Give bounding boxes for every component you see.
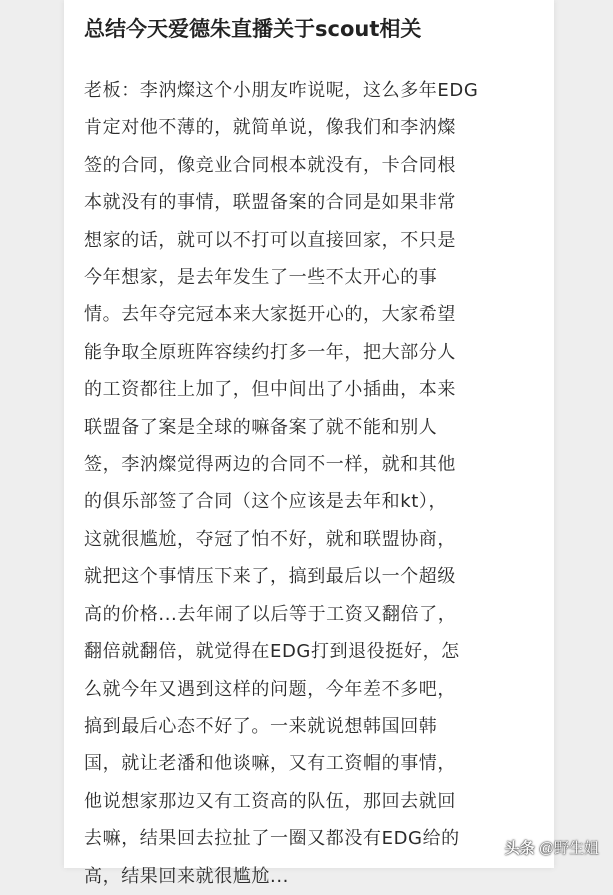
- watermark-platform: 头条: [504, 840, 535, 857]
- body-line: 的俱乐部签了合同（这个应该是去年和kt），: [84, 491, 448, 513]
- body-line: 他说想家那边又有工资高的队伍，那回去就回: [84, 790, 456, 812]
- body-line: 签，李汭燦觉得两边的合同不一样，就和其他: [84, 454, 456, 476]
- body-line: 高，结果回来就很尴尬...: [84, 865, 289, 887]
- body-line: 么就今年又遇到这样的问题，今年差不多吧，: [84, 678, 456, 700]
- body-line: 情。去年夺完冠本来大家挺开心的，大家希望: [84, 304, 456, 326]
- body-line: 今年想家，是去年发生了一些不太开心的事: [84, 267, 438, 289]
- body-line: 老板：李汭燦这个小朋友咋说呢，这么多年EDG: [84, 80, 479, 101]
- body-line: 本就没有的事情，联盟备案的合同是如果非常: [84, 192, 456, 214]
- source-watermark: [505, 837, 599, 858]
- watermark-handle: @野生姐: [538, 840, 599, 857]
- body-line: 签的合同，像竞业合同根本就没有，卡合同根: [84, 154, 456, 176]
- body-line: 能争取全原班阵容续约打多一年，把大部分人: [84, 341, 456, 363]
- body-line: 的工资都往上加了，但中间出了小插曲，本来: [84, 379, 456, 401]
- body-line: 翻倍就翻倍，就觉得在EDG打到退役挺好，怎: [84, 641, 460, 663]
- body-line: 去嘛，结果回去拉扯了一圈又都没有EDG给的: [84, 828, 460, 850]
- body-line: 国，就让老潘和他谈嘛，又有工资帽的事情，: [84, 753, 456, 775]
- body-line: 想家的话，就可以不打可以直接回家，不只是: [84, 229, 456, 251]
- article-body: [84, 72, 536, 895]
- body-line: 高的价格...去年闹了以后等于工资又翻倍了，: [84, 603, 457, 625]
- article-title: 总结今天爱德朱直播关于scout相关: [84, 17, 422, 41]
- body-line: 搞到最后心态不好了。一来就说想韩国回韩: [84, 715, 438, 737]
- body-line: 联盟备了案是全球的嘛备案了就不能和别人: [84, 416, 438, 438]
- body-line: 这就很尴尬，夺冠了怕不好，就和联盟协商，: [84, 528, 456, 550]
- body-line: 肯定对他不薄的，就简单说，像我们和李汭燦: [84, 117, 456, 139]
- article-card: [64, 0, 554, 887]
- body-line: 就把这个事情压下来了，搞到最后以一个超级: [84, 566, 456, 588]
